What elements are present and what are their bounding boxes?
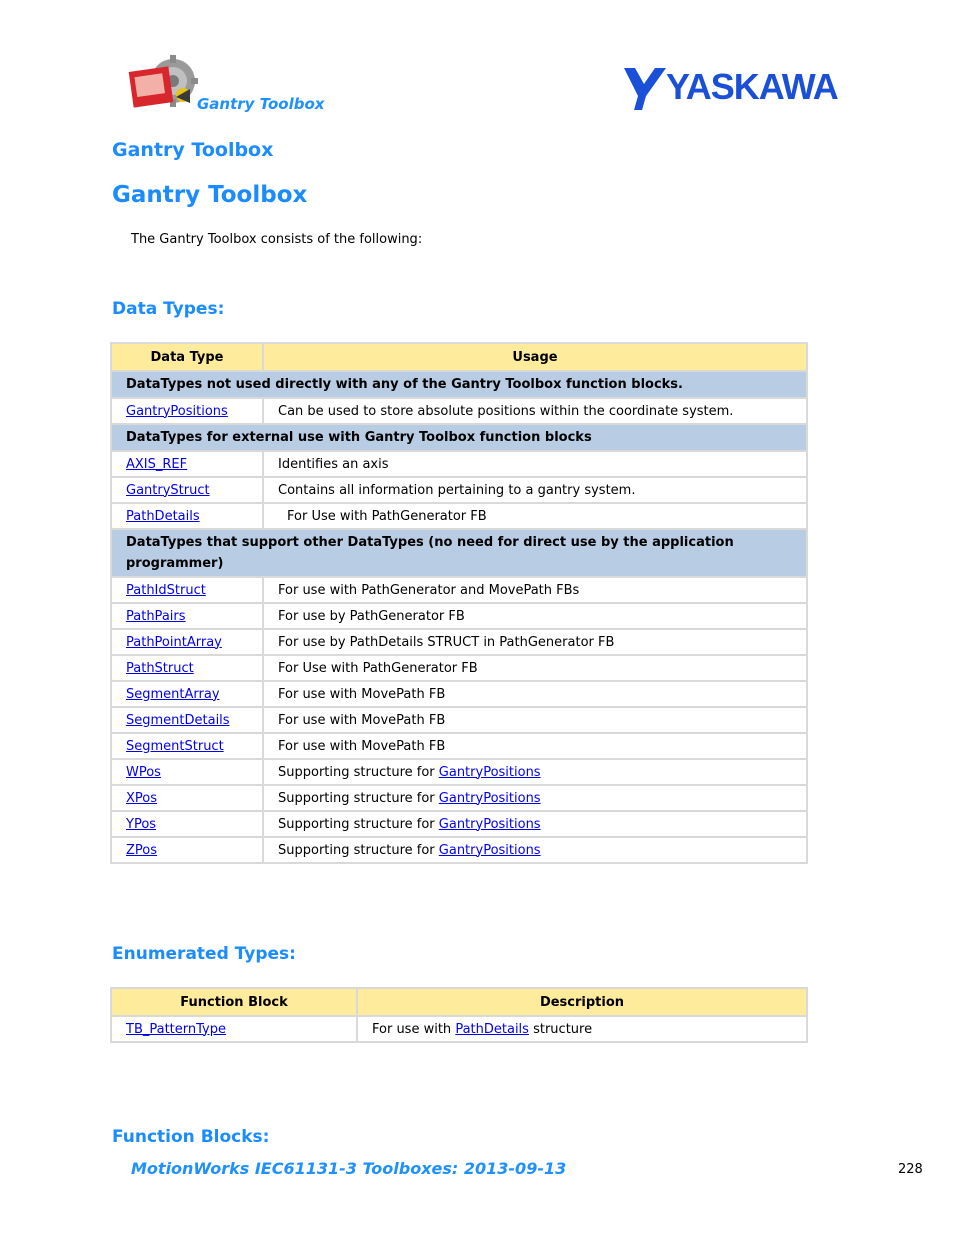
header-title: Gantry Toolbox	[197, 95, 325, 113]
datatype-link[interactable]: SegmentStruct	[126, 738, 224, 754]
table-header-row	[112, 989, 806, 1015]
table-row	[112, 578, 806, 602]
page-title: Gantry Toolbox	[112, 182, 308, 208]
table-header-row	[112, 344, 806, 370]
datatype-link[interactable]: PathPairs	[126, 608, 186, 624]
description-prefix: For use with	[372, 1021, 452, 1037]
usage-cell	[264, 760, 806, 784]
usage-cell: For use by PathGenerator FB	[264, 604, 806, 628]
gantrypositions-link[interactable]: GantryPositions	[438, 764, 541, 780]
datatype-link[interactable]: XPos	[126, 790, 158, 806]
table-row	[112, 760, 806, 784]
usage-prefix: Supporting structure for	[278, 764, 435, 780]
datatype-link[interactable]: PathIdStruct	[126, 582, 206, 598]
data-types-table	[110, 342, 808, 864]
usage-cell: For Use with PathGenerator FB	[264, 504, 806, 528]
brand-text: YASKAWA	[666, 66, 838, 107]
datatype-link[interactable]: PathStruct	[126, 660, 194, 676]
group-row	[112, 530, 806, 576]
gantrypositions-link[interactable]: GantryPositions	[438, 790, 541, 806]
table-row	[112, 399, 806, 423]
table-row	[112, 604, 806, 628]
group-header-external: DataTypes for external use with Gantry Toolbox function blocks	[112, 425, 806, 450]
table-row	[112, 452, 806, 476]
toolbox-logo-icon	[128, 55, 198, 113]
table-row	[112, 734, 806, 758]
usage-prefix: Supporting structure for	[278, 790, 435, 806]
description-suffix: structure	[533, 1021, 593, 1037]
table-row	[112, 708, 806, 732]
enum-type-link[interactable]: TB_PatternType	[126, 1021, 226, 1037]
usage-cell: For use with MovePath FB	[264, 708, 806, 732]
description-cell	[358, 1017, 806, 1041]
footer-title: MotionWorks IEC61131-3 Toolboxes: 2013-09-13	[131, 1159, 567, 1178]
group-header-support: DataTypes that support other DataTypes (no need for direct use by the application programmer)	[112, 530, 806, 576]
table-row	[112, 838, 806, 862]
column-header-description: Description	[358, 989, 806, 1015]
usage-cell: For Use with PathGenerator FB	[264, 656, 806, 680]
usage-cell	[264, 812, 806, 836]
datatype-link[interactable]: GantryPositions	[126, 403, 228, 419]
usage-cell	[264, 786, 806, 810]
usage-cell	[264, 838, 806, 862]
intro-text: The Gantry Toolbox consists of the following:	[131, 232, 423, 247]
enumerated-types-heading: Enumerated Types:	[112, 944, 296, 964]
datatype-link[interactable]: SegmentDetails	[126, 712, 230, 728]
datatype-link[interactable]: PathPointArray	[126, 634, 222, 650]
pathdetails-link[interactable]: PathDetails	[455, 1021, 529, 1037]
enumerated-types-table	[110, 987, 808, 1043]
usage-cell: Contains all information pertaining to a gantry system.	[264, 478, 806, 502]
column-header-usage: Usage	[264, 344, 806, 370]
function-blocks-heading: Function Blocks:	[112, 1127, 270, 1147]
group-row	[112, 372, 806, 397]
usage-prefix: Supporting structure for	[278, 816, 435, 832]
table-row	[112, 478, 806, 502]
datatype-link[interactable]: AXIS_REF	[126, 456, 188, 472]
usage-cell: For use by PathDetails STRUCT in PathGenerator FB	[264, 630, 806, 654]
table-row	[112, 504, 806, 528]
page-number: 228	[898, 1162, 923, 1177]
usage-cell: Identifies an axis	[264, 452, 806, 476]
table-row	[112, 682, 806, 706]
usage-cell: For use with MovePath FB	[264, 682, 806, 706]
table-row	[112, 1017, 806, 1041]
group-row	[112, 425, 806, 450]
datatype-link[interactable]: GantryStruct	[126, 482, 210, 498]
table-row	[112, 812, 806, 836]
section-title: Gantry Toolbox	[112, 139, 274, 161]
usage-cell: Can be used to store absolute positions within the coordinate system.	[264, 399, 806, 423]
usage-cell: For use with PathGenerator and MovePath FBs	[264, 578, 806, 602]
gantrypositions-link[interactable]: GantryPositions	[438, 842, 541, 858]
usage-cell: For use with MovePath FB	[264, 734, 806, 758]
datatype-link[interactable]: WPos	[126, 764, 161, 780]
datatype-link[interactable]: ZPos	[126, 842, 158, 858]
table-row	[112, 786, 806, 810]
datatype-link[interactable]: YPos	[126, 816, 157, 832]
table-row	[112, 656, 806, 680]
usage-prefix: Supporting structure for	[278, 842, 435, 858]
datatype-link[interactable]: PathDetails	[126, 508, 200, 524]
yaskawa-logo	[622, 66, 844, 112]
datatype-link[interactable]: SegmentArray	[126, 686, 220, 702]
table-row	[112, 630, 806, 654]
gantrypositions-link[interactable]: GantryPositions	[438, 816, 541, 832]
column-header-function-block: Function Block	[112, 989, 356, 1015]
data-types-heading: Data Types:	[112, 299, 225, 319]
group-header-unused: DataTypes not used directly with any of the Gantry Toolbox function blocks.	[112, 372, 806, 397]
column-header-data-type: Data Type	[112, 344, 262, 370]
